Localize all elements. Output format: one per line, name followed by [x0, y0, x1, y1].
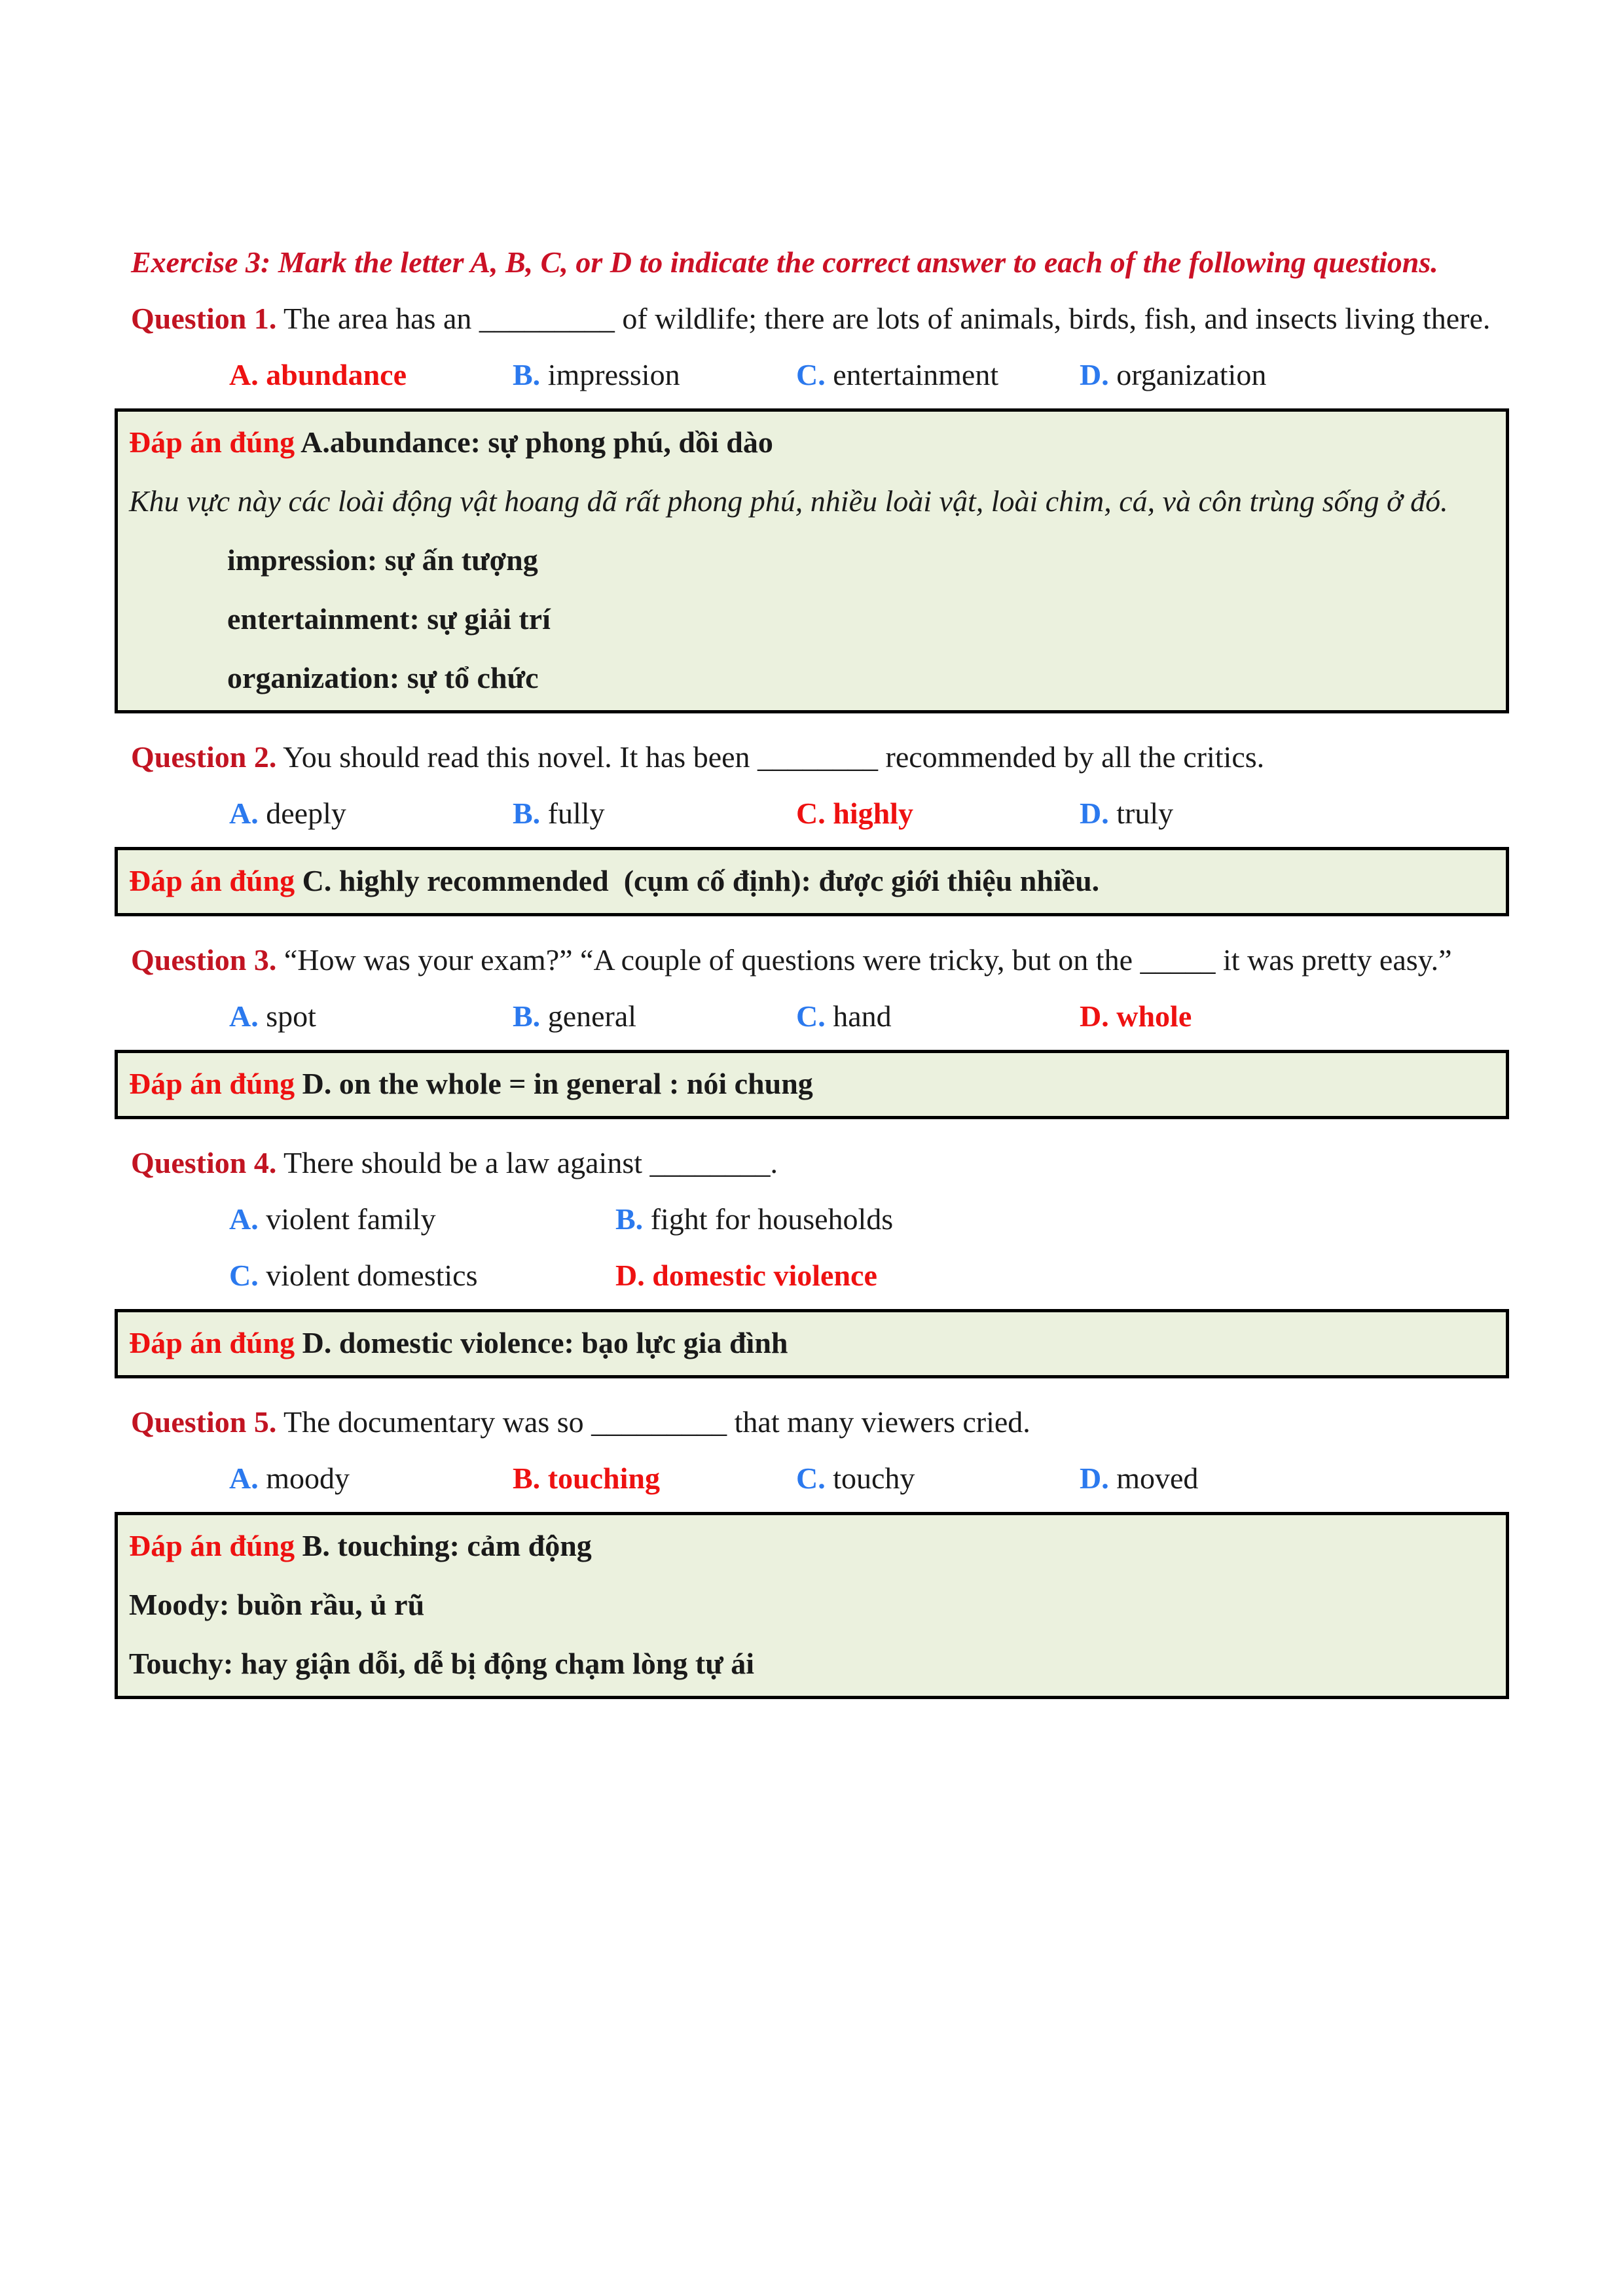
answer-label: Đáp án đúng	[129, 1326, 295, 1359]
answer-box-line-1-2	[129, 472, 1494, 531]
answer-box-line-1-5	[129, 649, 1494, 708]
option-letter: B.	[513, 1462, 541, 1495]
option-3-a	[229, 988, 513, 1045]
option-1-d	[1080, 347, 1363, 403]
options-row-2-1	[131, 785, 1506, 842]
option-text: impression	[547, 358, 680, 391]
option-letter: D.	[615, 1259, 645, 1292]
option-text: fight for households	[650, 1202, 894, 1236]
answer-text: C. highly recommended (cụm cố định): được giới thiệu nhiều.	[302, 864, 1100, 897]
question-block-5	[131, 1394, 1506, 1699]
option-2-c	[796, 785, 1080, 842]
answer-box-3	[115, 1050, 1509, 1119]
option-text: domestic violence	[652, 1259, 877, 1292]
answer-box-line-5-2	[129, 1575, 1494, 1634]
option-text: entertainment	[833, 358, 999, 391]
options-row-3-1	[131, 988, 1506, 1045]
option-4-c	[229, 1247, 615, 1304]
question-text-2: Question 2. You should read this novel. It has been ________ recommended by all the critics.	[131, 740, 1265, 774]
option-text: moved	[1116, 1462, 1199, 1495]
option-letter: D.	[1080, 999, 1109, 1033]
question-label-1: Question 1.	[131, 302, 277, 335]
options-row-1-1	[131, 347, 1506, 403]
option-letter: A.	[229, 1462, 259, 1495]
option-letter: A.	[229, 1202, 259, 1236]
option-letter: B.	[513, 797, 541, 830]
answer-text: D. on the whole = in general : nói chung	[302, 1067, 813, 1100]
answer-text: Khu vực này các loài động vật hoang dã rất phong phú, nhiều loài vật, loài chim, cá, và côn trùng sống ở đó.	[129, 484, 1448, 518]
option-text: spot	[266, 999, 316, 1033]
option-letter: A.	[229, 999, 259, 1033]
answer-box-line-1-1	[129, 413, 1494, 472]
options-row-5-1	[131, 1450, 1506, 1507]
option-5-a	[229, 1450, 513, 1507]
question-label-2: Question 2.	[131, 740, 277, 774]
option-letter: C.	[796, 797, 826, 830]
question-block-2	[131, 729, 1506, 916]
option-text: violent family	[266, 1202, 436, 1236]
answer-label: Đáp án đúng	[129, 1529, 295, 1562]
question-text-5: Question 5. The documentary was so _________ that many viewers cried.	[131, 1405, 1030, 1439]
option-letter: B.	[615, 1202, 644, 1236]
answer-box-line-1-3	[129, 531, 1494, 590]
option-letter: C.	[796, 358, 826, 391]
answer-box-line-5-3	[129, 1634, 1494, 1693]
option-text: moody	[266, 1462, 350, 1495]
option-letter: D.	[1080, 1462, 1109, 1495]
question-block-3	[131, 932, 1506, 1119]
question-label-3: Question 3.	[131, 943, 277, 977]
option-5-b	[513, 1450, 796, 1507]
exercise-title: Exercise 3: Mark the letter A, B, C, or D to indicate the correct answer to each of the following questions.	[131, 245, 1438, 279]
option-text: abundance	[266, 358, 407, 391]
question-block-1	[131, 291, 1506, 713]
question-block-4	[131, 1135, 1506, 1378]
option-2-a	[229, 785, 513, 842]
option-text: general	[547, 999, 637, 1033]
answer-box-line-3-1	[129, 1054, 1494, 1113]
answer-text: A.abundance: sự phong phú, dồi dào	[301, 425, 773, 459]
answer-box-line-5-1	[129, 1516, 1494, 1575]
option-letter: C.	[796, 1462, 826, 1495]
answer-box-5	[115, 1512, 1509, 1699]
option-text: hand	[833, 999, 892, 1033]
option-3-b	[513, 988, 796, 1045]
option-letter: B.	[513, 358, 541, 391]
question-text-4: Question 4. There should be a law against ________.	[131, 1146, 778, 1179]
option-letter: D.	[1080, 797, 1109, 830]
option-text: touchy	[833, 1462, 915, 1495]
answer-text: Moody: buồn rầu, ủ rũ	[129, 1588, 425, 1621]
question-label-4: Question 4.	[131, 1146, 277, 1179]
option-3-d	[1080, 988, 1363, 1045]
answer-label: Đáp án đúng	[129, 864, 295, 897]
option-letter: A.	[229, 358, 259, 391]
option-4-a	[229, 1191, 615, 1247]
answer-box-line-1-4	[129, 590, 1494, 649]
answer-text: entertainment: sự giải trí	[227, 602, 551, 636]
option-letter: A.	[229, 797, 259, 830]
option-1-c	[796, 347, 1080, 403]
options-row-4-2	[131, 1247, 1506, 1304]
answer-text: Touchy: hay giận dỗi, dễ bị động chạm lòng tự ái	[129, 1647, 755, 1680]
answer-text: B. touching: cảm động	[302, 1529, 592, 1562]
option-text: highly	[833, 797, 913, 830]
option-letter: C.	[229, 1259, 259, 1292]
answer-box-line-2-1	[129, 852, 1494, 910]
answer-box-2	[115, 847, 1509, 916]
option-text: organization	[1116, 358, 1267, 391]
option-4-b	[615, 1191, 893, 1247]
option-5-c	[796, 1450, 1080, 1507]
answer-box-1	[115, 408, 1509, 713]
option-text: truly	[1116, 797, 1174, 830]
question-text-1: Question 1. The area has an _________ of wildlife; there are lots of animals, birds, fish, and insects living there.	[131, 302, 1491, 335]
options-row-4-1	[131, 1191, 1506, 1247]
option-1-b	[513, 347, 796, 403]
option-1-a	[229, 347, 513, 403]
answer-label: Đáp án đúng	[129, 1067, 295, 1100]
option-text: fully	[547, 797, 605, 830]
question-label-5: Question 5.	[131, 1405, 277, 1439]
option-letter: C.	[796, 999, 826, 1033]
answer-text: D. domestic violence: bạo lực gia đình	[302, 1326, 788, 1359]
option-text: touching	[547, 1462, 660, 1495]
answer-box-line-4-1	[129, 1314, 1494, 1372]
question-text-3: Question 3. “How was your exam?” “A couple of questions were tricky, but on the _____ it was pretty easy.”	[131, 943, 1452, 977]
option-text: whole	[1116, 999, 1192, 1033]
option-5-d	[1080, 1450, 1363, 1507]
option-2-d	[1080, 785, 1363, 842]
answer-text: organization: sự tổ chức	[227, 661, 539, 694]
answer-label: Đáp án đúng	[129, 425, 295, 459]
questions-list	[131, 291, 1506, 1699]
option-text: violent domestics	[266, 1259, 478, 1292]
option-3-c	[796, 988, 1080, 1045]
option-2-b	[513, 785, 796, 842]
option-text: deeply	[266, 797, 346, 830]
option-letter: D.	[1080, 358, 1109, 391]
option-4-d	[615, 1247, 877, 1304]
answer-box-4	[115, 1309, 1509, 1378]
option-letter: B.	[513, 999, 541, 1033]
answer-text: impression: sự ấn tượng	[227, 543, 538, 577]
